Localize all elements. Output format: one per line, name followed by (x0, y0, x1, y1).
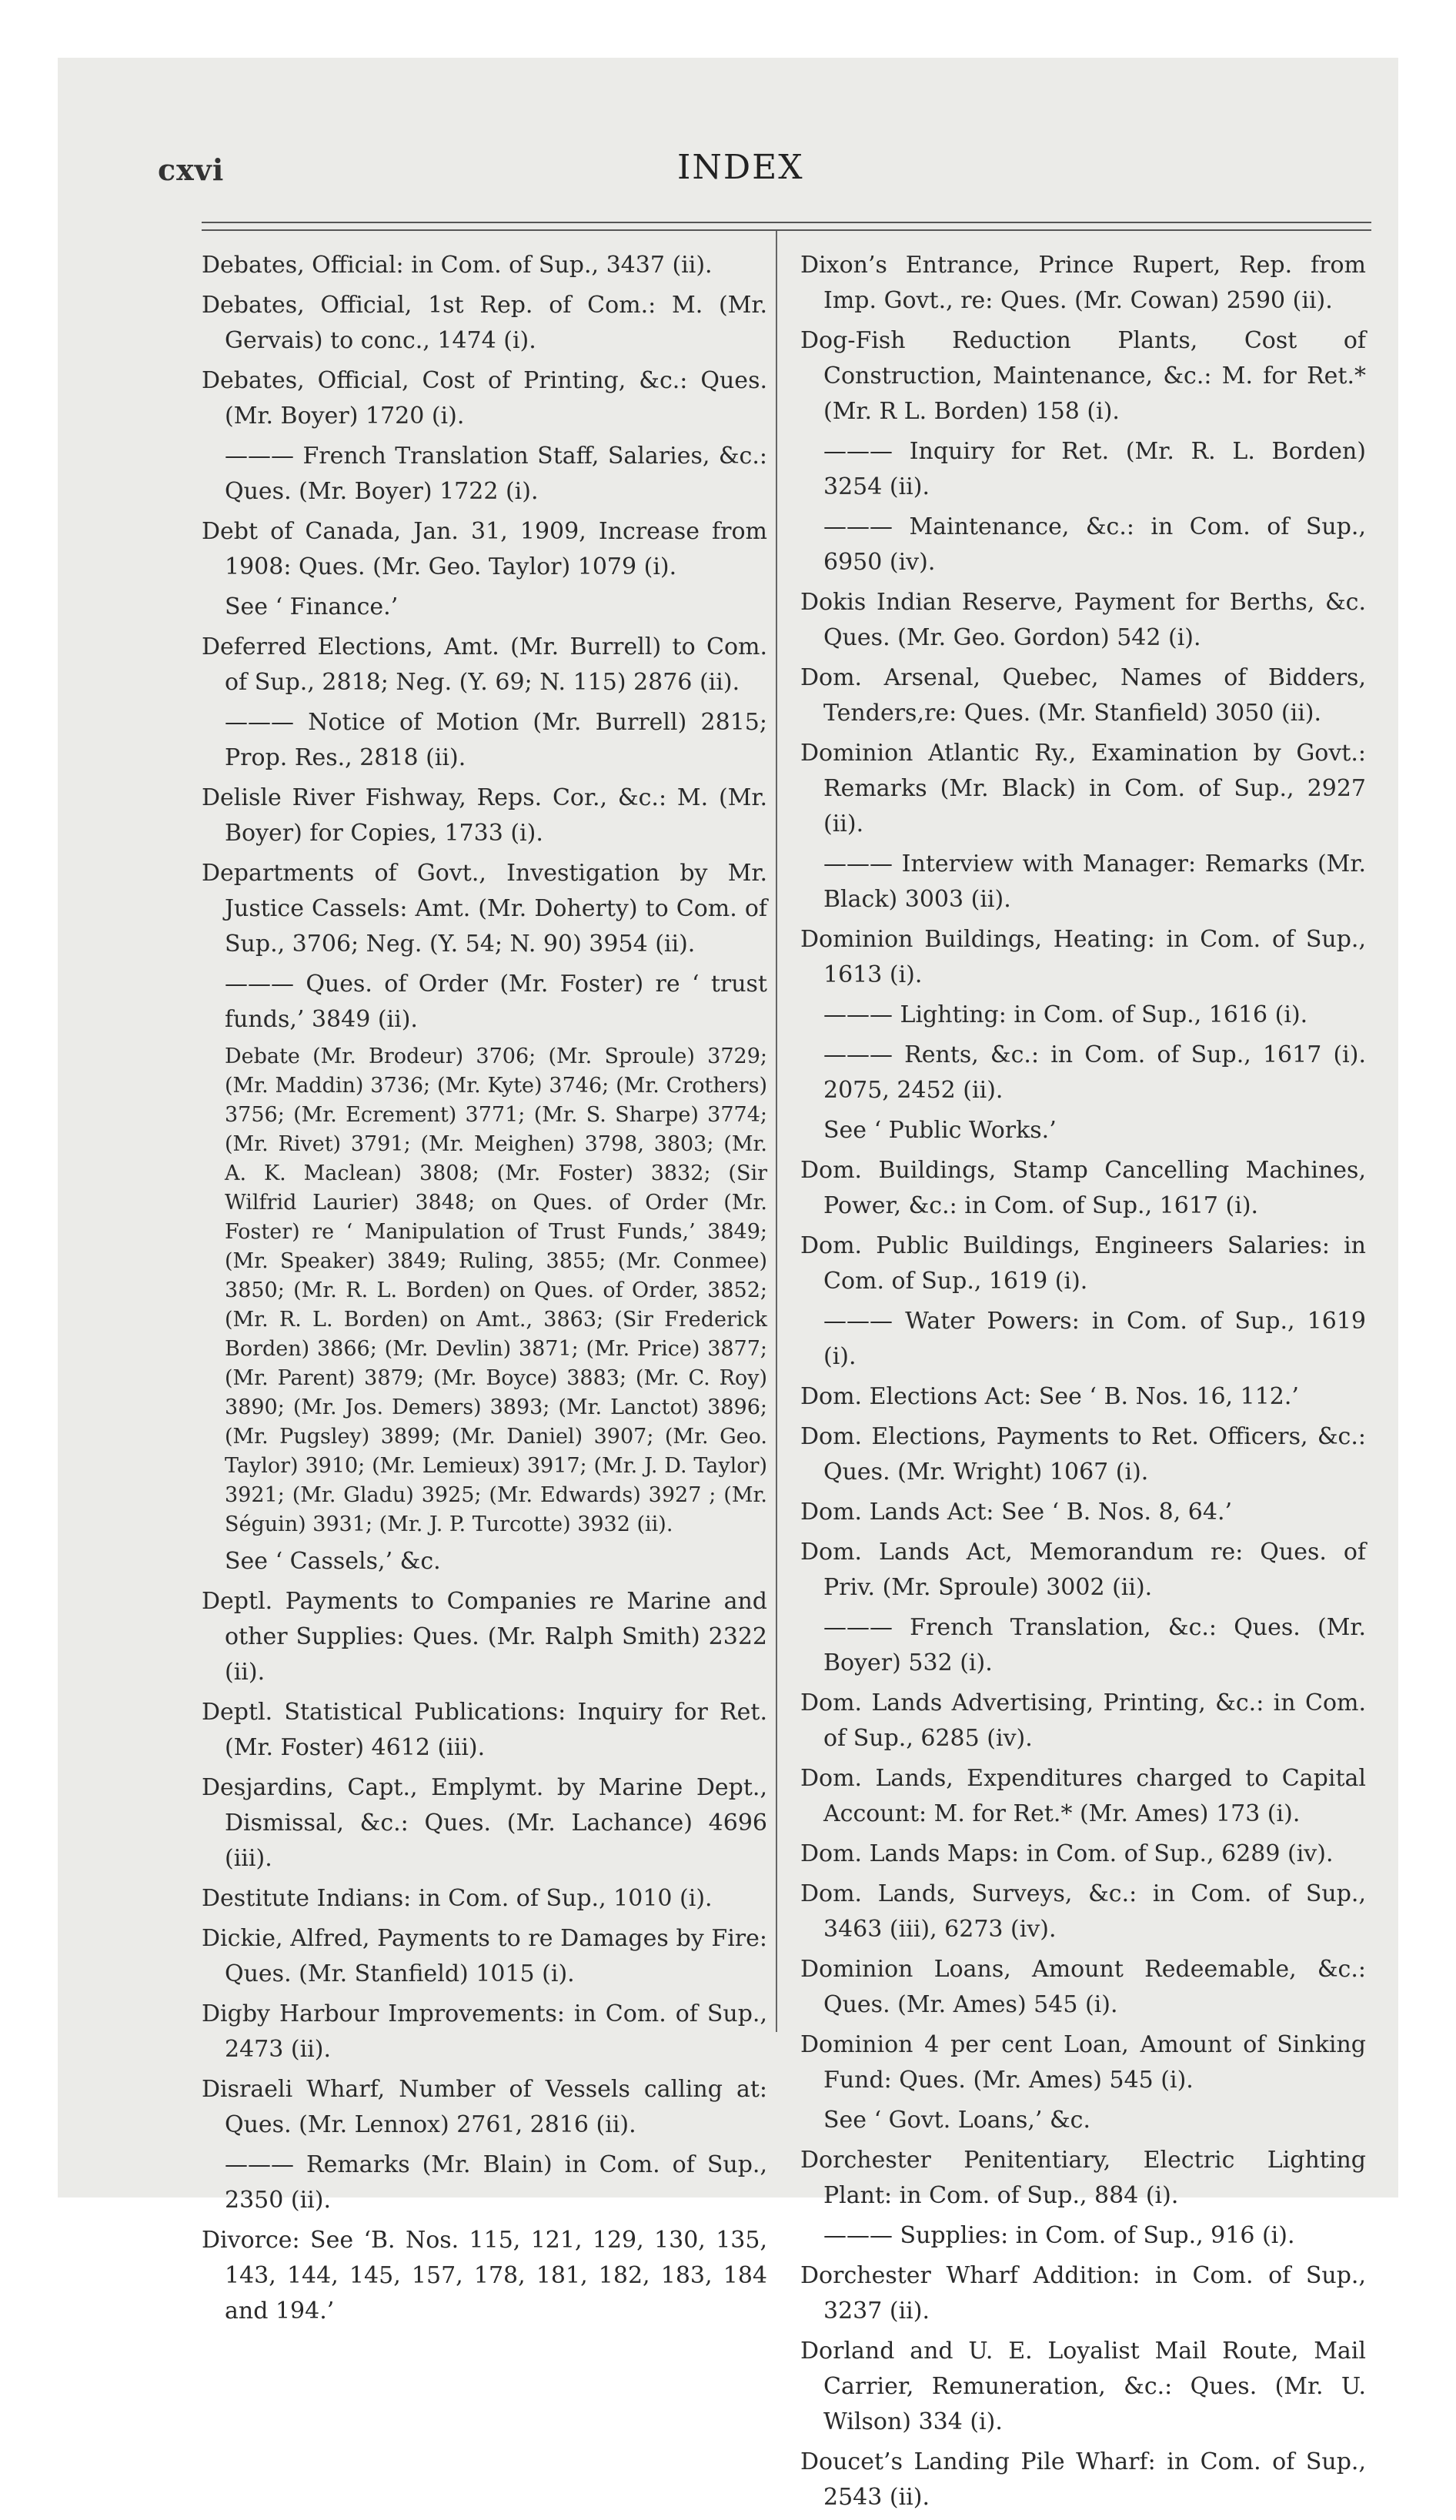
index-entry: Delisle River Fishway, Reps. Cor., &c.: M. (Mr. Boyer) for Copies, 1733 (i). (202, 784, 767, 847)
index-subentry: ——— Inquiry for Ret. (Mr. R. L. Borden) 3254 (ii). (823, 438, 1366, 500)
index-entry: Deferred Elections, Amt. (Mr. Burrell) to Com. of Sup., 2818; Neg. (Y. 69; N. 115) 2876 (ii). (202, 633, 767, 696)
index-subentry: ——— Supplies: in Com. of Sup., 916 (i). (823, 2222, 1295, 2249)
index-entry: Dokis Indian Reserve, Payment for Berths, &c. Ques. (Mr. Geo. Gordon) 542 (i). (800, 589, 1366, 651)
page-number: cxvi (158, 152, 225, 187)
index-subentry: ——— French Translation, &c.: Ques. (Mr. Boyer) 532 (i). (823, 1614, 1366, 1676)
index-entry: Dominion Buildings, Heating: in Com. of Sup., 1613 (i). (800, 926, 1366, 988)
index-entry: Debates, Official: in Com. of Sup., 3437 (ii). (202, 252, 713, 279)
right-column (800, 248, 1366, 2520)
index-entry: Dorchester Wharf Addition: in Com. of Sup., 3237 (ii). (800, 2262, 1366, 2324)
index-entry: Dom. Lands Act, Memorandum re: Ques. of Priv. (Mr. Sproule) 3002 (ii). (800, 1539, 1366, 1601)
index-entry: Dom. Lands, Expenditures charged to Capital Account: M. for Ret.* (Mr. Ames) 173 (i). (800, 1765, 1366, 1827)
see-reference: See ‘ Finance.’ (225, 593, 399, 620)
column-divider (776, 231, 777, 2032)
index-subentry: ——— Notice of Motion (Mr. Burrell) 2815; Prop. Res., 2818 (ii). (225, 709, 767, 771)
index-entry: Dom. Public Buildings, Engineers Salaries: in Com. of Sup., 1619 (i). (800, 1232, 1366, 1295)
index-entry: Dickie, Alfred, Payments to re Damages by Fire: Ques. (Mr. Stanfield) 1015 (i). (202, 1925, 767, 1987)
index-entry: Dixon’s Entrance, Prince Rupert, Rep. from Imp. Govt., re: Ques. (Mr. Cowan) 2590 (ii). (800, 252, 1366, 314)
index-entry: Desjardins, Capt., Emplymt. by Marine Dept., Dismissal, &c.: Ques. (Mr. Lachance) 4696 (iii). (202, 1774, 767, 1872)
index-entry: Destitute Indians: in Com. of Sup., 1010 (i). (202, 1885, 713, 1912)
index-entry: Debt of Canada, Jan. 31, 1909, Increase from 1908: Ques. (Mr. Geo. Taylor) 1079 (i). (202, 518, 767, 580)
index-entry: Dom. Elections, Payments to Ret. Officers, &c.: Ques. (Mr. Wright) 1067 (i). (800, 1423, 1366, 1486)
index-entry: Dom. Arsenal, Quebec, Names of Bidders, Tenders,re: Ques. (Mr. Stanfield) 3050 (ii). (800, 664, 1366, 727)
index-entry: Dom. Lands Act: See ‘ B. Nos. 8, 64.’ (800, 1499, 1233, 1526)
index-subentry: ——— Rents, &c.: in Com. of Sup., 1617 (i). 2075, 2452 (ii). (823, 1041, 1366, 1104)
see-reference: See ‘ Govt. Loans,’ &c. (823, 2107, 1091, 2134)
index-entry: Departments of Govt., Investigation by Mr. Justice Cassels: Amt. (Mr. Doherty) to Com. of Sup., 3706; Neg. (Y. 54; N. 90) 3954 (ii). (202, 860, 767, 958)
index-subentry: ——— Water Powers: in Com. of Sup., 1619 (i). (823, 1308, 1366, 1370)
index-subentry: ——— Lighting: in Com. of Sup., 1616 (i). (823, 1001, 1308, 1028)
index-entry: Deptl. Statistical Publications: Inquiry for Ret. (Mr. Foster) 4612 (iii). (202, 1699, 767, 1761)
index-subentry: ——— Remarks (Mr. Blain) in Com. of Sup., 2350 (ii). (225, 2151, 767, 2214)
index-entry: Dom. Lands, Surveys, &c.: in Com. of Sup., 3463 (iii), 6273 (iv). (800, 1880, 1366, 1943)
index-entry: Deptl. Payments to Companies re Marine and other Supplies: Ques. (Mr. Ralph Smith) 2322 (ii). (202, 1588, 767, 1686)
see-reference: See ‘ Cassels,’ &c. (225, 1548, 441, 1575)
index-subentry: ——— Interview with Manager: Remarks (Mr. Black) 3003 (ii). (823, 851, 1366, 913)
index-entry: Debates, Official, 1st Rep. of Com.: M. (Mr. Gervais) to conc., 1474 (i). (202, 292, 767, 354)
index-subentry: ——— French Translation Staff, Salaries, &c.: Ques. (Mr. Boyer) 1722 (i). (225, 443, 767, 505)
index-entry: Digby Harbour Improvements: in Com. of Sup., 2473 (ii). (202, 2000, 767, 2063)
index-entry: Dorland and U. E. Loyalist Mail Route, Mail Carrier, Remuneration, &c.: Ques. (Mr. U. Wilson) 334 (i). (800, 2338, 1366, 2435)
index-entry: Dominion Atlantic Ry., Examination by Govt.: Remarks (Mr. Black) in Com. of Sup., 2927 (ii). (800, 740, 1366, 837)
index-entry: Dom. Elections Act: See ‘ B. Nos. 16, 112.’ (800, 1383, 1299, 1410)
see-reference: See ‘ Public Works.’ (823, 1117, 1057, 1144)
index-entry: Dorchester Penitentiary, Electric Lighting Plant: in Com. of Sup., 884 (i). (800, 2147, 1366, 2209)
left-column (202, 248, 767, 2334)
index-entry: Dominion Loans, Amount Redeemable, &c.: Ques. (Mr. Ames) 545 (i). (800, 1956, 1366, 2018)
index-entry: Divorce: See ‘B. Nos. 115, 121, 129, 130, 135, 143, 144, 145, 157, 178, 181, 182, 183, 184 and 194.’ (202, 2227, 767, 2324)
index-entry: Dom. Lands Maps: in Com. of Sup., 6289 (iv). (800, 1840, 1334, 1867)
page-title: INDEX (677, 148, 804, 187)
index-entry: Dom. Lands Advertising, Printing, &c.: in Com. of Sup., 6285 (iv). (800, 1689, 1366, 1752)
index-entry: Doucet’s Landing Pile Wharf: in Com. of Sup., 2543 (ii). (800, 2448, 1366, 2511)
debate-list: Debate (Mr. Brodeur) 3706; (Mr. Sproule) 3729; (Mr. Maddin) 3736; (Mr. Kyte) 3746; (Mr. Crothers) 3756; (Mr. Ecrement) 3771; (Mr. S. Sharpe) 3774; (Mr. Rivet) 3791; (Mr. Meighen) 3798, 3803; (Mr. A. K. Maclean) 3808; (Mr. Foster) 3832; (Sir Wilfrid Laurier) 3848; on Ques. of Order (Mr. Foster) re ‘ Manipulation of Trust Funds,’ 3849; (Mr. Speaker) 3849; Ruling, 3855; (Mr. Conmee) 3850; (Mr. R. L. Borden) on Ques. of Order, 3852; (Mr. R. L. Borden) on Amt., 3863; (Sir Frederick Borden) 3866; (Mr. Devlin) 3871; (Mr. Price) 3877; (Mr. Parent) 3879; (Mr. Boyce) 3883; (Mr. C. Roy) 3890; (Mr. Jos. Demers) 3893; (Mr. Lanctot) 3896; (Mr. Pugsley) 3899; (Mr. Daniel) 3907; (Mr. Geo. Taylor) 3910; (Mr. Lemieux) 3917; (Mr. J. D. Taylor) 3921; (Mr. Gladu) 3925; (Mr. Edwards) 3927 ; (Mr. Séguin) 3931; (Mr. J. P. Turcotte) 3932 (ii). (225, 1044, 767, 1536)
index-subentry: ——— Maintenance, &c.: in Com. of Sup., 6950 (iv). (823, 513, 1366, 576)
index-entry: Disraeli Wharf, Number of Vessels calling at: Ques. (Mr. Lennox) 2761, 2816 (ii). (202, 2076, 767, 2138)
header-rule (202, 222, 1371, 231)
index-subentry: ——— Ques. of Order (Mr. Foster) re ‘ trust funds,’ 3849 (ii). (225, 971, 767, 1033)
index-entry: Dog-Fish Reduction Plants, Cost of Construction, Maintenance, &c.: M. for Ret.* (Mr. R L. Borden) 158 (i). (800, 327, 1366, 425)
index-entry: Dom. Buildings, Stamp Cancelling Machines, Power, &c.: in Com. of Sup., 1617 (i). (800, 1157, 1366, 1219)
index-entry: Dominion 4 per cent Loan, Amount of Sinking Fund: Ques. (Mr. Ames) 545 (i). (800, 2031, 1366, 2094)
index-entry: Debates, Official, Cost of Printing, &c.: Ques. (Mr. Boyer) 1720 (i). (202, 367, 767, 429)
